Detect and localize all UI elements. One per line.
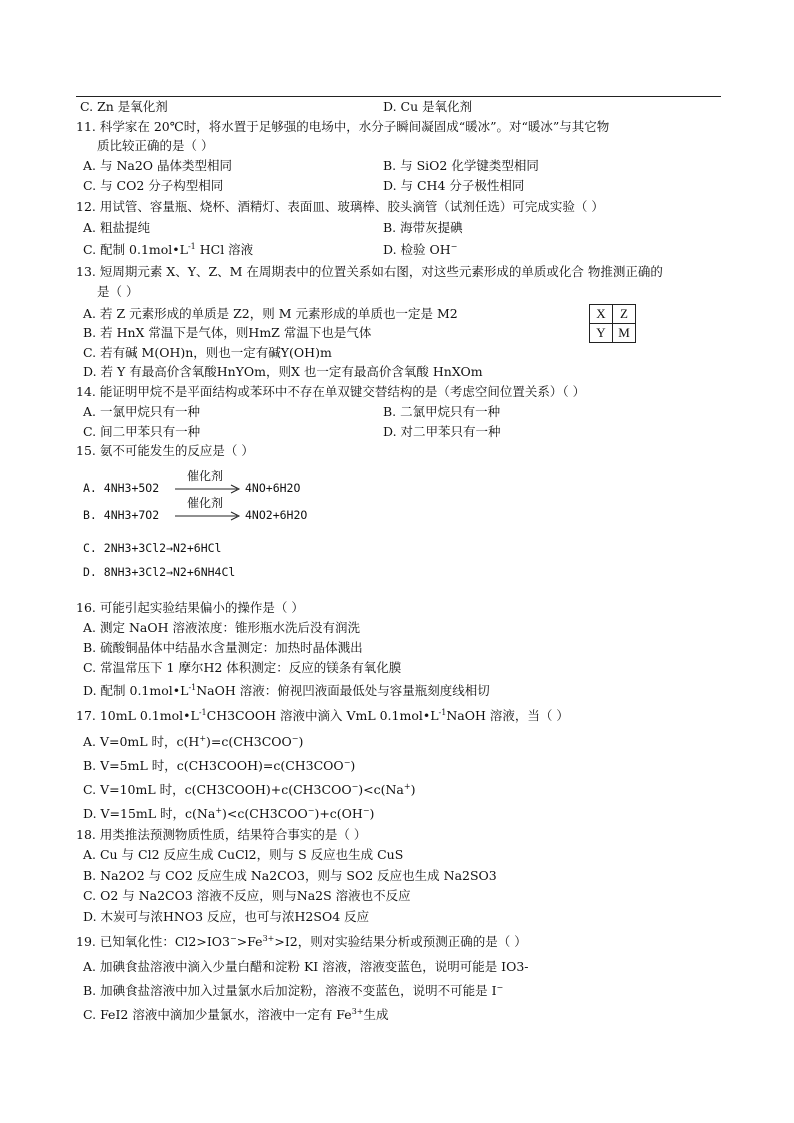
q19-c-t2: 生成: [363, 1007, 389, 1022]
q15-option-d: D. 8NH3+3Cl2→N2+6NH4Cl: [83, 565, 236, 579]
q12-d-sup: −: [450, 241, 458, 251]
q18-option-c: C. O2 与 Na2CO3 溶液不反应，则与Na2S 溶液也不反应: [83, 888, 411, 903]
q17-a-s1: +: [199, 733, 207, 743]
q11-option-c: C. 与 CO2 分子构型相同: [83, 178, 224, 193]
q11-stem-line2: 质比较正确的是（ ）: [97, 138, 214, 153]
q17-c-t3: ): [410, 782, 416, 797]
q19-option-c: [83, 1007, 389, 1023]
q15-a-catalyst: 催化剂: [187, 469, 224, 483]
q19-stem-t1: 19. 已知氧化性：Cl2>IO3: [76, 934, 230, 949]
q16-d-text2: NaOH 溶液：俯视凹液面最低处与容量瓶刻度线相切: [196, 683, 490, 698]
q19-c-s1: 3+: [351, 1006, 364, 1016]
q10-option-c: C. Zn 是氧化剂: [80, 99, 168, 114]
q12-option-a: A. 粗盐提纯: [83, 220, 150, 235]
q17-option-b: [83, 758, 355, 774]
grid-cell-y: Y: [590, 324, 613, 343]
q11-option-b: B. 与 SiO2 化学键类型相同: [383, 158, 539, 173]
q19-stem: [76, 934, 527, 950]
q18-stem: 18. 用类推法预测物质性质，结果符合事实的是（ ）: [76, 827, 367, 842]
q17-b-s1: −: [343, 757, 351, 767]
q17-c-s2: +: [403, 781, 411, 791]
q17-d-t2: )<c(CH3COO: [222, 806, 308, 821]
q11-stem-line1: 11. 科学家在 20℃时，将水置于足够强的电场中，水分子瞬间凝固成“暖冰”。对“暖冰”与其它物: [76, 119, 610, 134]
q14-option-b: B. 二氯甲烷只有一种: [383, 404, 501, 419]
q12-option-b: B. 海带灰提碘: [383, 220, 463, 235]
q11-option-a: A. 与 Na2O 晶体类型相同: [83, 158, 233, 173]
q17-b-t1: B. V=5mL 时，c(CH3COOH)=c(CH3COO: [83, 758, 344, 773]
q14-stem: 14. 能证明甲烷不是平面结构或苯环中不存在单双键交替结构的是（考虑空间位置关系）（ ）: [76, 384, 586, 399]
q16-option-b: B. 硫酸铜晶体中结晶水含量测定：加热时晶体溅出: [83, 640, 363, 655]
header-rule: [76, 96, 721, 97]
q17-stem-text: 17. 10mL 0.1mol•L: [76, 708, 199, 723]
q16-d-text: D. 配制 0.1mol•L: [83, 683, 189, 698]
q11-option-d: D. 与 CH4 分子极性相同: [383, 178, 525, 193]
q15-a-lhs: A. 4NH3+5O2: [83, 481, 160, 495]
q19-option-b: [83, 983, 503, 999]
q17-c-s1: −: [351, 781, 359, 791]
q17-stem: [76, 708, 569, 724]
q12-c-sup: -1: [187, 241, 196, 251]
q13-option-a: A. 若 Z 元素形成的单质是 Z2，则 M 元素形成的单质也一定是 M2: [83, 306, 458, 321]
q17-stem-text2: CH3COOH 溶液中滴入 VmL 0.1mol•L: [206, 708, 439, 723]
q17-a-t3: ): [298, 734, 304, 749]
q17-d-t4: ): [369, 806, 375, 821]
q17-d-t3: )+c(OH: [314, 806, 363, 821]
q18-option-b: B. Na2O2 与 CO2 反应生成 Na2CO3，则与 SO2 反应也生成 Na2SO3: [83, 868, 497, 883]
q13-stem-line2: 是（ ）: [97, 284, 139, 299]
q17-a-t2: )=c(CH3COO: [206, 734, 292, 749]
q17-b-t2: ): [350, 758, 356, 773]
q19-stem-s2: 3+: [262, 933, 275, 943]
q15-a-rhs: 4NO+6H2O: [245, 481, 301, 495]
q15-b-rhs: 4NO2+6H2O: [245, 508, 308, 522]
q17-stem-text3: NaOH 溶液，当（ ）: [446, 708, 569, 723]
q13-option-c: C. 若有碱 M(OH)n，则也一定有碱Y(OH)m: [83, 345, 332, 360]
q17-a-s2: −: [291, 733, 299, 743]
q13-option-b: B. 若 HnX 常温下是气体，则HmZ 常温下也是气体: [83, 325, 372, 340]
q19-stem-t3: >I2，则对实验结果分析或预测正确的是（ ）: [274, 934, 527, 949]
q17-a-t1: A. V=0mL 时，c(H: [83, 734, 200, 749]
q17-d-t1: D. V=15mL 时，c(Na: [83, 806, 216, 821]
q14-option-d: D. 对二甲苯只有一种: [383, 424, 501, 439]
q19-c-t1: C. FeI2 溶液中滴加少量氯水，溶液中一定有 Fe: [83, 1007, 352, 1022]
q17-c-t1: C. V=10mL 时，c(CH3COOH)+c(CH3COO: [83, 782, 352, 797]
q17-stem-sup2: -1: [438, 707, 447, 717]
q17-option-c: [83, 782, 415, 798]
q12-d-text: D. 检验 OH: [383, 242, 451, 257]
q10-option-d: D. Cu 是氧化剂: [383, 99, 473, 114]
q16-option-c: C. 常温常压下 1 摩尔H2 体积测定：反应的镁条有氧化膜: [83, 660, 402, 675]
q18-option-a: A. Cu 与 Cl2 反应生成 CuCl2，则与 S 反应也生成 CuS: [83, 847, 404, 862]
q15-b-lhs: B. 4NH3+7O2: [83, 508, 160, 522]
q17-option-d: [83, 806, 374, 822]
q17-option-a: [83, 734, 303, 750]
q13-stem-line1: 13. 短周期元素 X、Y、Z、M 在周期表中的位置关系如右图，对这些元素形成的单质或化合 物推测正确的: [76, 264, 663, 279]
q15-b-arrow: [175, 496, 241, 526]
q13-option-d: D. 若 Y 有最高价含氧酸HnYOm，则X 也一定有最高价含氧酸 HnXOm: [83, 364, 483, 379]
q17-c-t2: )<c(Na: [358, 782, 404, 797]
q16-stem: 16. 可能引起实验结果偏小的操作是（ ）: [76, 600, 304, 615]
right-arrow-icon: [175, 510, 241, 522]
q12-c-text: C. 配制 0.1mol•L: [83, 242, 188, 257]
q12-c-text2: HCl 溶液: [195, 242, 254, 257]
q19-option-a: A. 加碘食盐溶液中滴入少量白醋和淀粉 KI 溶液，溶液变蓝色，说明可能是 IO3-: [83, 959, 529, 974]
q17-d-s2: −: [307, 805, 315, 815]
q17-stem-sup1: -1: [198, 707, 207, 717]
q15-b-catalyst: 催化剂: [187, 496, 224, 510]
q19-b-s1: −: [496, 982, 504, 992]
q17-d-s3: −: [362, 805, 370, 815]
q15-option-c: C. 2NH3+3Cl2→N2+6HCl: [83, 541, 222, 555]
grid-cell-m: M: [613, 324, 636, 343]
periodic-position-table: [589, 304, 636, 343]
q14-option-a: A. 一氯甲烷只有一种: [83, 404, 200, 419]
q12-option-c: [83, 242, 253, 258]
q19-b-t1: B. 加碘食盐溶液中加入过量氯水后加淀粉，溶液不变蓝色，说明不可能是 I: [83, 983, 497, 998]
q15-stem: 15. 氨不可能发生的反应是（ ）: [76, 443, 254, 458]
grid-cell-z: Z: [613, 305, 636, 324]
q16-option-a: A. 测定 NaOH 溶液浓度：锥形瓶水洗后没有润洗: [83, 620, 360, 635]
q17-d-s1: +: [215, 805, 223, 815]
q12-option-d: [383, 242, 457, 258]
grid-cell-x: X: [590, 305, 613, 324]
q19-stem-t2: >Fe: [236, 934, 263, 949]
q18-option-d: D. 木炭可与浓HNO3 反应，也可与浓H2SO4 反应: [83, 909, 370, 924]
q19-stem-s1: −: [229, 933, 237, 943]
q16-option-d: [83, 683, 490, 699]
q14-option-c: C. 间二甲苯只有一种: [83, 424, 201, 439]
q12-stem: 12. 用试管、容量瓶、烧杯、酒精灯、表面皿、玻璃棒、胶头滴管（试剂任选）可完成实验（ ）: [76, 199, 604, 214]
q16-d-sup: -1: [188, 682, 197, 692]
